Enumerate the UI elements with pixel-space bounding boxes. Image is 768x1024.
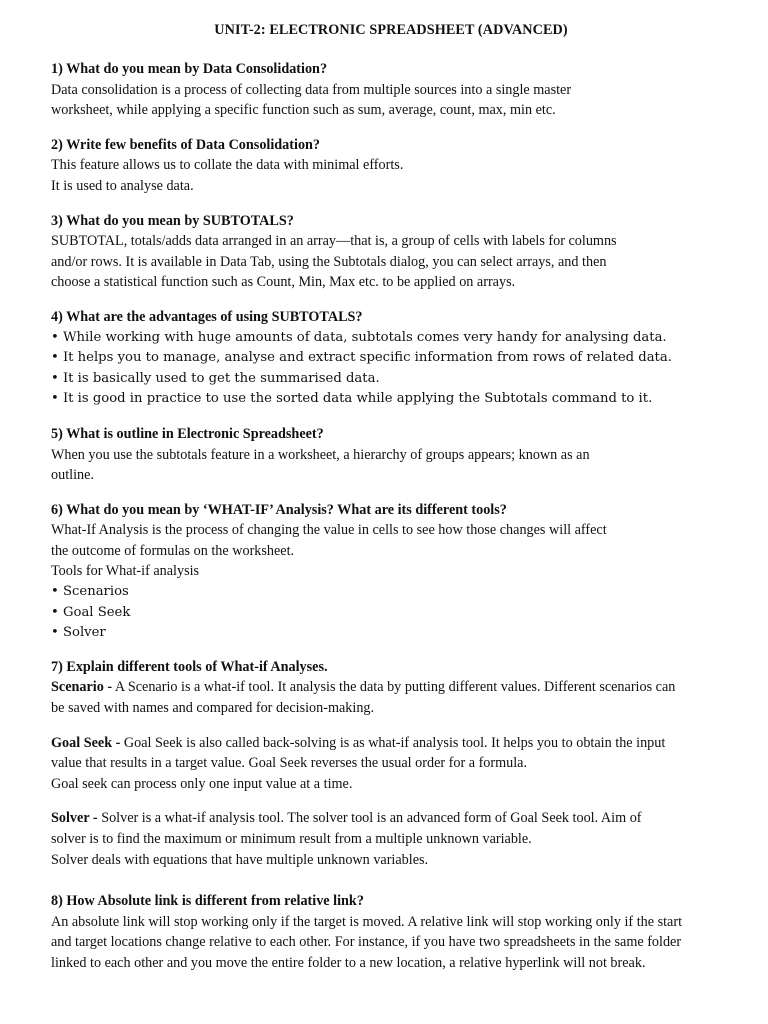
question-3: 3) What do you mean by SUBTOTALS? [51,212,294,229]
answer-line: An absolute link will stop working only if the target is moved. A relative link will stop working only if the start [51,913,683,930]
goal-seek-text: Goal Seek is also called back-solving is as what-if analysis tool. It helps you to obtain the input [120,734,666,751]
scenario-paragraph [51,677,731,698]
answer-line: What-If Analysis is the process of changing the value in cells to see how those changes will affect [51,522,607,539]
answer-line: SUBTOTAL, totals/adds data arranged in an array—that is, a group of cells with labels for columns [51,233,617,250]
section-absolute-vs-relative-link [51,891,731,973]
section-subtotals [51,211,731,293]
answer-line: the outcome of formulas on the worksheet. [51,542,295,559]
answer-line: Goal seek can process only one input value at a time. [51,775,353,792]
question-7: 7) Explain different tools of What-if Analyses. [51,658,328,675]
answer-line: outline. [51,467,94,484]
scenario-text: A Scenario is a what-if tool. It analysis the data by putting different values. Different scenarios can [112,679,676,696]
question-1: 1) What do you mean by Data Consolidation? [51,61,328,77]
answer-line: Data consolidation is a process of collecting data from multiple sources into a single master [51,81,572,98]
question-2: 2) Write few benefits of Data Consolidation? [51,136,321,153]
answer-line: and target locations change relative to each other. For instance, if you have two spreadsheets in the same folder [51,934,682,951]
bullet-item: • Scenarios [51,584,129,600]
answer-line: Tools for What-if analysis [51,563,200,580]
bullet-item: • Goal Seek [51,604,131,620]
answer-line: worksheet, while applying a specific function such as sum, average, count, max, min etc. [51,102,556,119]
bullet-item: • While working with huge amounts of data, subtotals comes very handy for analysing data. [51,329,667,345]
section-subtotals-advantages [51,307,731,410]
goal-seek-paragraph [51,733,731,754]
scenario-term: Scenario - [51,679,113,696]
section-outline [51,424,731,486]
section-what-if-tools [51,657,731,870]
answer-line: It is used to analyse data. [51,177,194,194]
document-page [51,22,731,974]
question-5: 5) What is outline in Electronic Spreadsheet? [51,425,324,442]
answer-line: value that results in a target value. Goal Seek reverses the usual order for a formula. [51,755,528,772]
answer-line: When you use the subtotals feature in a worksheet, a hierarchy of groups appears; known as an [51,446,590,463]
section-data-consolidation [51,59,731,121]
solver-text: Solver is a what-if analysis tool. The solver tool is an advanced form of Goal Seek tool. Aim of [97,810,642,827]
section-consolidation-benefits [51,135,731,197]
question-8: 8) How Absolute link is different from relative link? [51,893,364,910]
page-title: UNIT-2: ELECTRONIC SPREADSHEET (ADVANCED) [214,22,568,38]
answer-line: linked to each other and you move the entire folder to a new location, a relative hyperlink will not break. [51,954,646,971]
answer-line: and/or rows. It is available in Data Tab, using the Subtotals dialog, you can select arrays, and then [51,253,607,270]
answer-line: choose a statistical function such as Count, Min, Max etc. to be applied on arrays. [51,274,516,291]
bullet-item: • It helps you to manage, analyse and extract specific information from rows of related data. [51,350,672,366]
answer-line: Solver deals with equations that have multiple unknown variables. [51,851,429,868]
solver-term: Solver - [51,810,98,827]
solver-paragraph [51,808,731,829]
answer-line: be saved with names and compared for decision-making. [51,700,375,717]
section-what-if [51,500,731,644]
question-6: 6) What do you mean by ‘WHAT-IF’ Analysis? What are its different tools? [51,501,507,518]
answer-line: This feature allows us to collate the data with minimal efforts. [51,157,404,174]
goal-seek-term: Goal Seek - [51,734,121,751]
question-4: 4) What are the advantages of using SUBTOTALS? [51,308,363,325]
bullet-item: • Solver [51,625,106,641]
bullet-item: • It is basically used to get the summarised data. [51,370,380,386]
bullet-item: • It is good in practice to use the sorted data while applying the Subtotals command to it. [51,391,653,407]
answer-line: solver is to find the maximum or minimum result from a multiple unknown variable. [51,831,532,847]
